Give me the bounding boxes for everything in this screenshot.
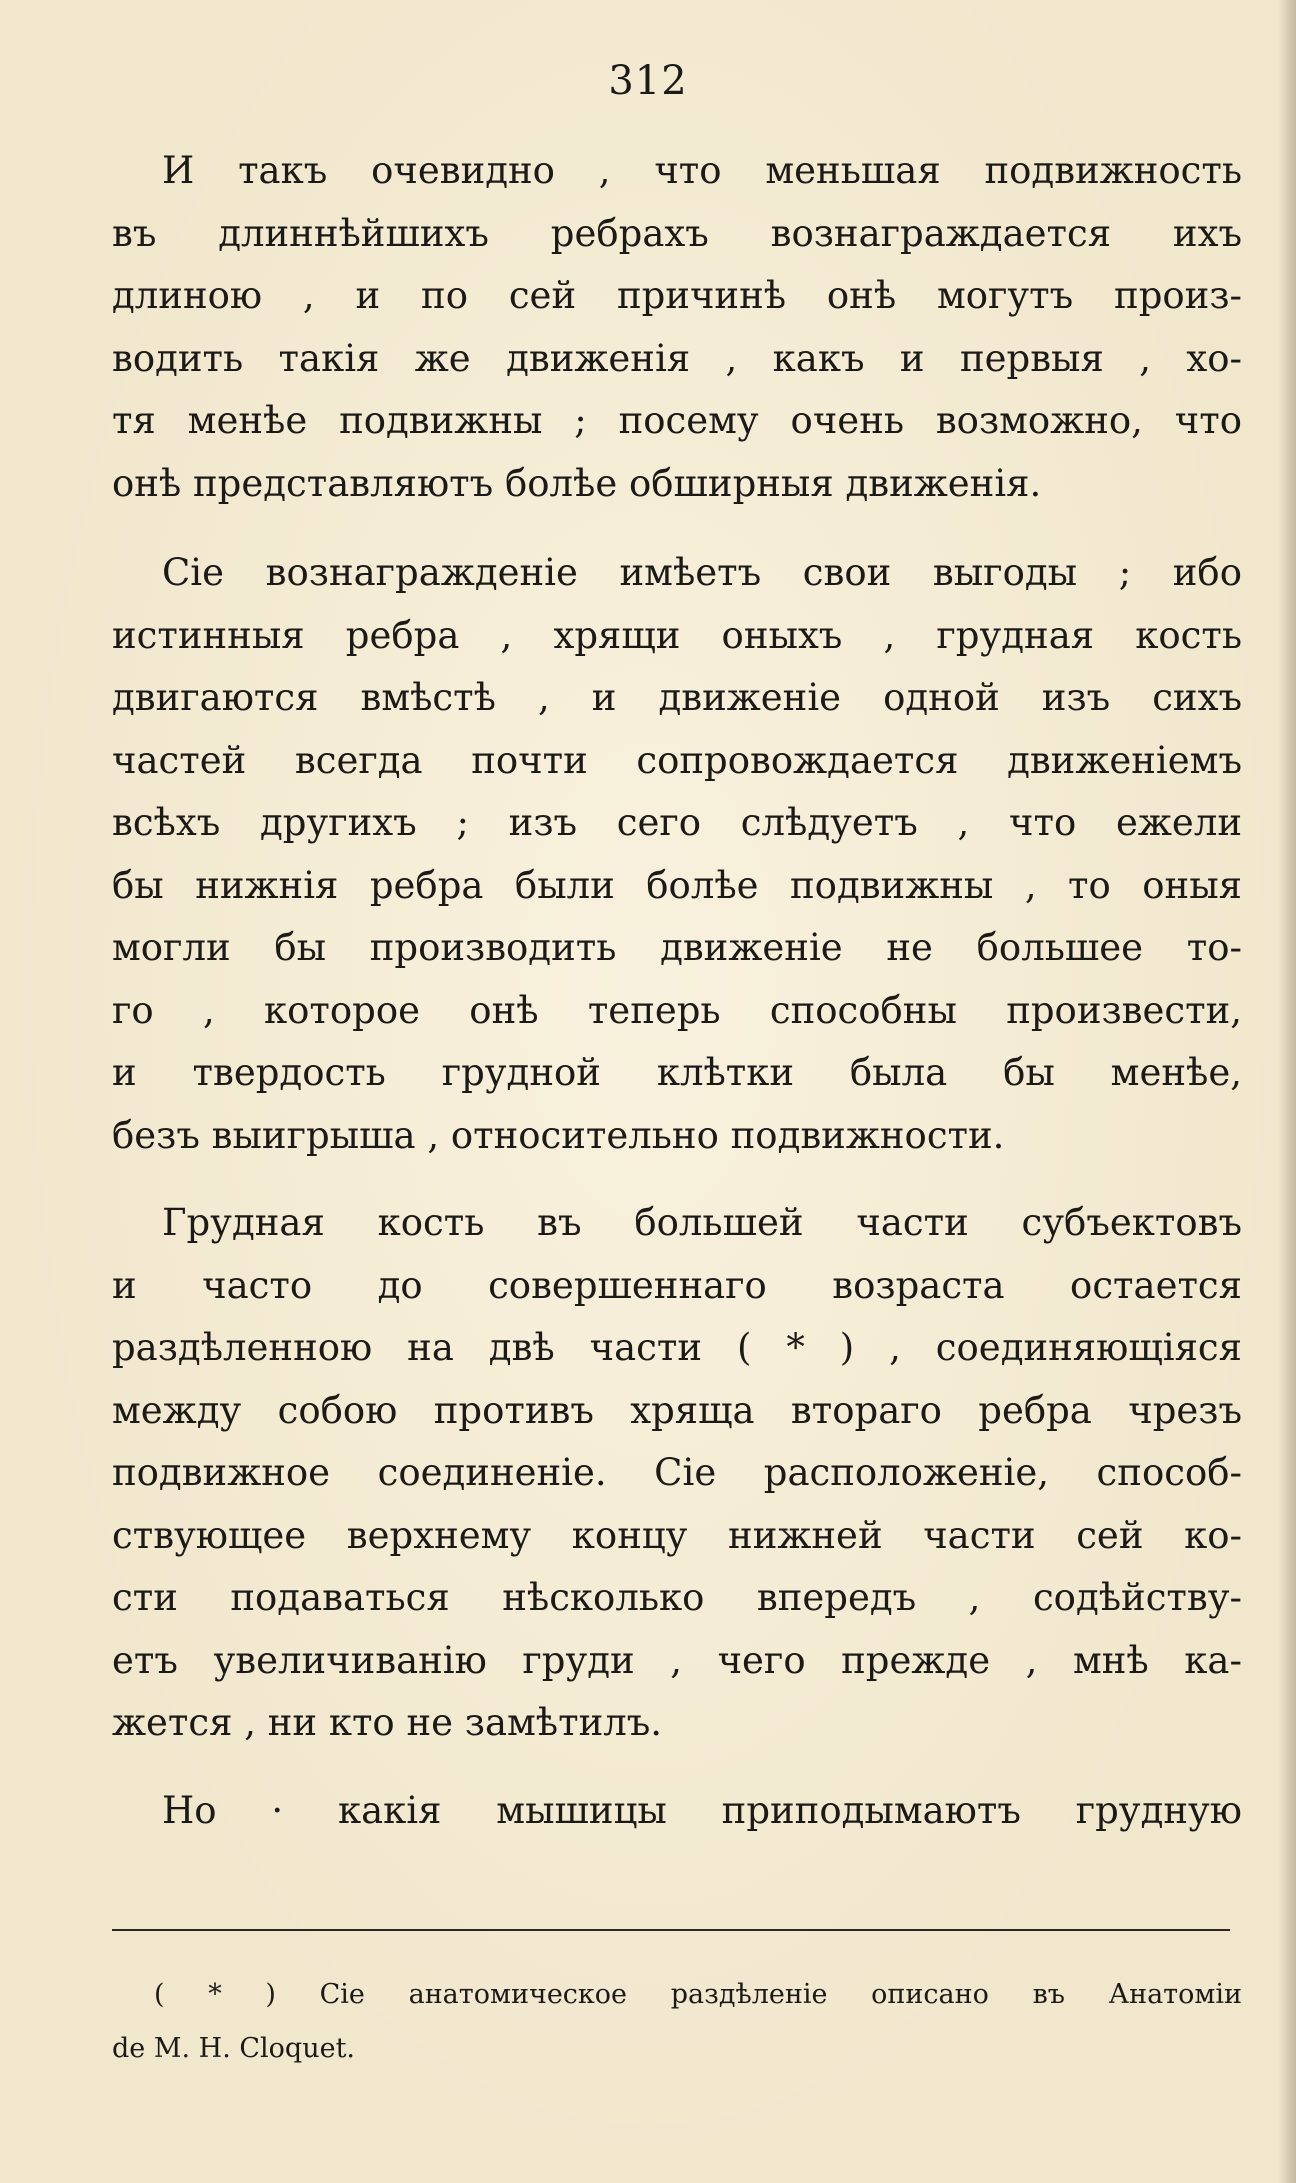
text-line: частей всегда почти сопровождается движеніемъ [112,738,1242,782]
footnote [112,1968,1242,2076]
text-line: всѣхъ другихъ ; изъ сего слѣдуетъ , что ежели [112,801,1242,844]
text-line: бы нижнія ребра были болѣе подвижны , то оныя [112,863,1242,907]
text-line: И такъ очевидно , что меньшая подвижность [162,149,1242,192]
page-edge-shadow [1278,0,1296,2183]
text-line: ствующее верхнему концу нижней части сей ко- [112,1513,1242,1557]
text-line: водить такія же движенія , какъ и первыя , хо- [112,336,1242,380]
paragraph-3 [112,1192,1242,1755]
text-line: сти подаваться нѣсколько впередъ , содѣйству- [112,1576,1242,1619]
footnote-line: ( * ) Сіе анатомическое раздѣленіе описано въ Анатоміи [154,1979,1242,2010]
text-line: безъ выигрыша , относительно подвижности. [112,1113,1005,1157]
text-line: между собою противъ хряща втораго ребра чрезъ [112,1388,1242,1432]
text-line: подвижное соединеніе. Сіе расположеніе, способ- [112,1451,1242,1494]
text-line: тя менѣе подвижны ; посему очень возможно, что [112,399,1242,442]
text-line: жется , ни кто не замѣтилъ. [112,1701,663,1744]
paragraph-1 [112,140,1242,515]
text-line: и часто до совершеннаго возраста остается [112,1263,1242,1307]
text-line: въ длиннѣйшихъ ребрахъ вознаграждается ихъ [112,211,1242,255]
text-line: Сіе вознагражденіе имѣетъ свои выгоды ; ибо [162,551,1242,594]
text-line: двигаются вмѣстѣ , и движеніе одной изъ сихъ [112,676,1242,719]
text-line: истинныя ребра , хрящи оныхъ , грудная кость [112,613,1242,657]
footnote-line: de M. H. Cloquet. [112,2033,355,2064]
text-line: Но · какія мышицы приподымаютъ грудную [162,1789,1242,1832]
text-line: онѣ представляютъ болѣе обширныя движенія. [112,461,1042,505]
paragraph-2 [112,542,1242,1167]
text-line: и твердость грудной клѣтки была бы менѣе, [112,1051,1242,1094]
text-line: длиною , и по сей причинѣ онѣ могутъ произ- [112,274,1242,317]
text-line: раздѣленною на двѣ части ( * ) , соединяющіяся [112,1326,1242,1369]
paragraph-4 [112,1780,1242,1843]
text-line: могли бы производить движеніе не большее то- [112,926,1242,969]
text-line: етъ увеличиванію груди , чего прежде , мнѣ ка- [112,1638,1242,1682]
footnote-divider [112,1929,1230,1931]
text-line: го , которое онѣ теперь способны произвести, [112,988,1242,1032]
page-number: 312 [608,58,688,104]
text-line: Грудная кость въ большей части субъектовъ [162,1201,1242,1244]
